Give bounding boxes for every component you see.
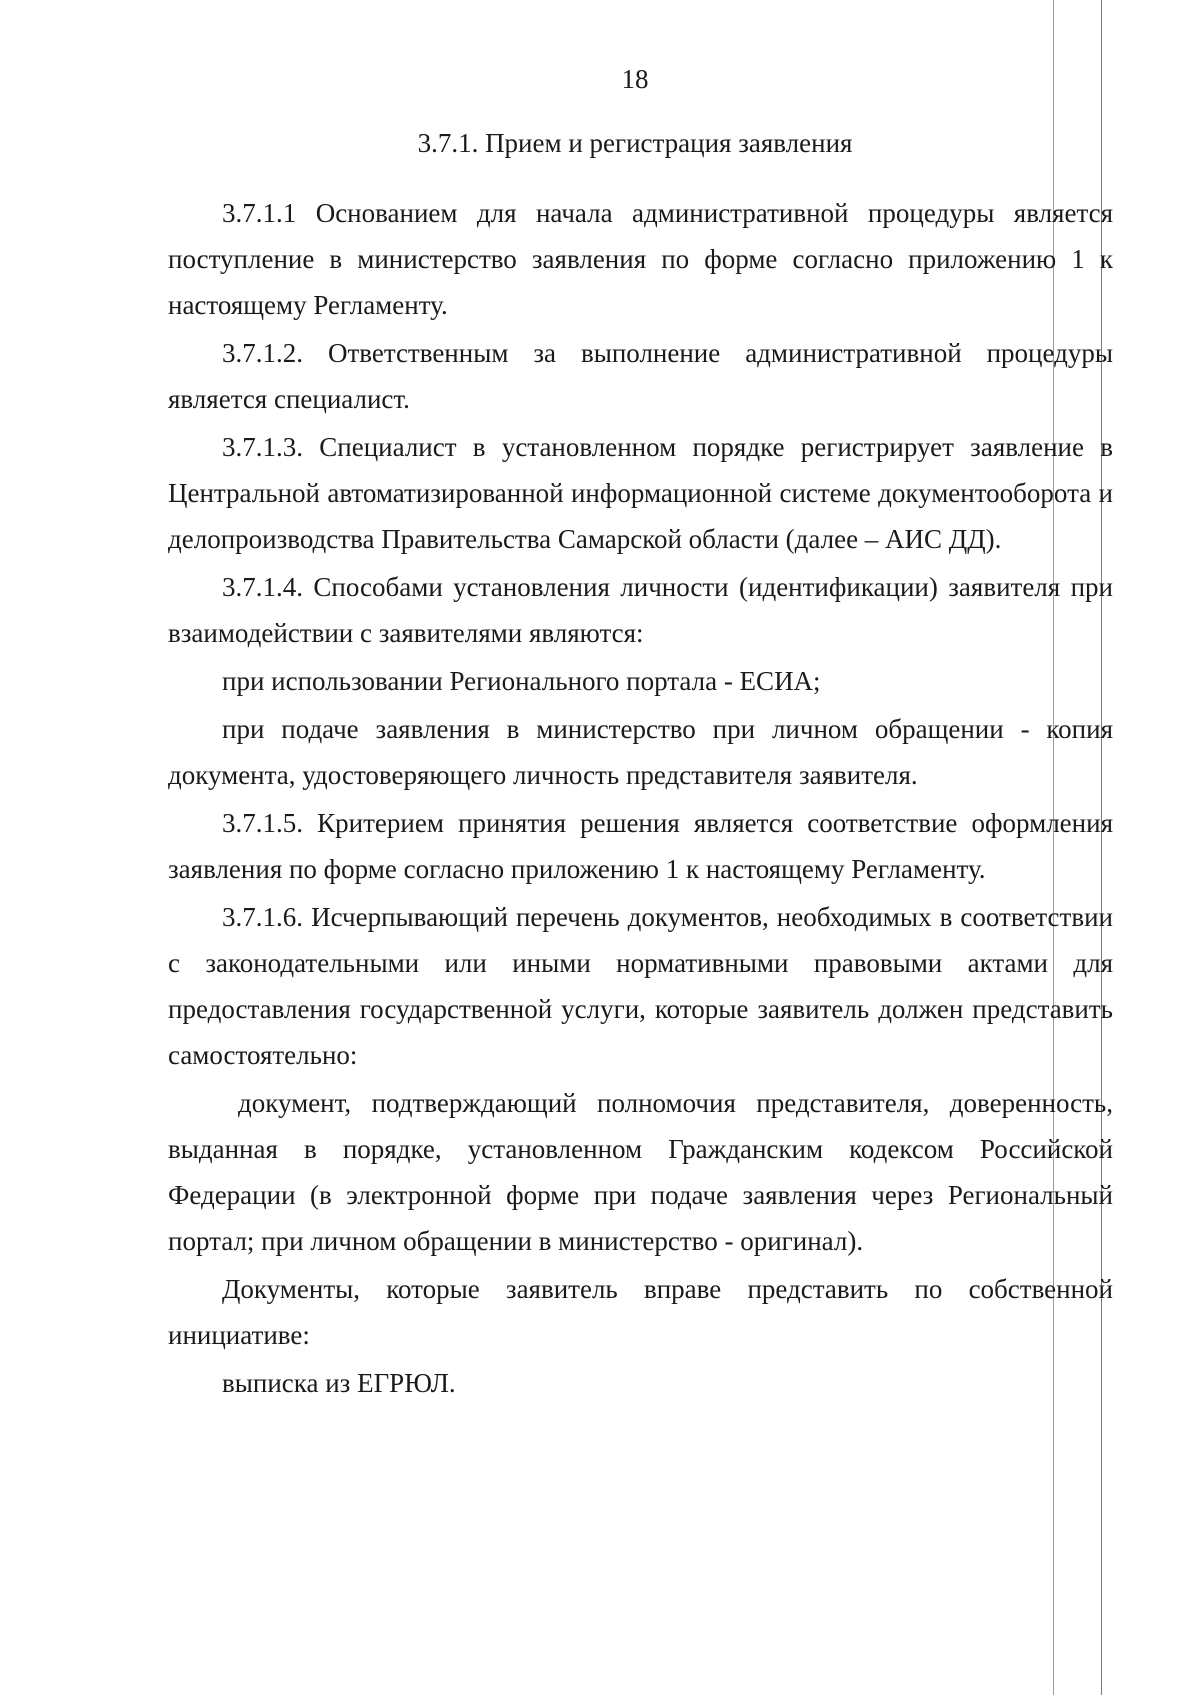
paragraph-optional-documents: Документы, которые заявитель вправе представить по собственной инициативе: [168, 1274, 1113, 1350]
paragraph-3-7-1-2: 3.7.1.2. Ответственным за выполнение административной процедуры является специалист. [168, 338, 1113, 414]
section-heading: 3.7.1. Прием и регистрация заявления [417, 128, 853, 158]
list-item-personal-visit: при подаче заявления в министерство при личном обращении - копия документа, удостоверяющего личность представителя заявителя. [168, 714, 1113, 790]
list-item-egrul: выписка из ЕГРЮЛ. [222, 1368, 456, 1398]
paragraph-3-7-1-3: 3.7.1.3. Специалист в установленном порядке регистрирует заявление в Центральной автоматизированной информационной системе документооборота и делопроизводства Правительства Самарской области (далее – АИС ДД). [168, 432, 1113, 554]
paragraph-3-7-1-4: 3.7.1.4. Способами установления личности (идентификации) заявителя при взаимодействии с заявителями являются: [168, 572, 1113, 648]
list-item-esia: при использовании Регионального портала - ЕСИА; [222, 666, 821, 696]
paragraph-3-7-1-6: 3.7.1.6. Исчерпывающий перечень документов, необходимых в соответствии с законодательными или иными нормативными правовыми актами для предоставления государственной услуги, которые заявитель должен представить самостоятельно: [168, 902, 1113, 1070]
paragraph-3-7-1-5: 3.7.1.5. Критерием принятия решения является соответствие оформления заявления по форме согласно приложению 1 к настоящему Регламенту. [168, 808, 1113, 884]
document-body [168, 190, 1113, 1408]
paragraph-3-7-1-1: 3.7.1.1 Основанием для начала административной процедуры является поступление в министерство заявления по форме согласно приложению 1 к настоящему Регламенту. [168, 198, 1113, 320]
page-number: 18 [621, 64, 649, 94]
list-item-power-of-attorney: документ, подтверждающий полномочия представителя, доверенность, выданная в порядке, установленном Гражданским кодексом Российской Федерации (в электронной форме при подаче заявления через Региональный портал; при личном обращении в министерство - оригинал). [168, 1088, 1113, 1256]
